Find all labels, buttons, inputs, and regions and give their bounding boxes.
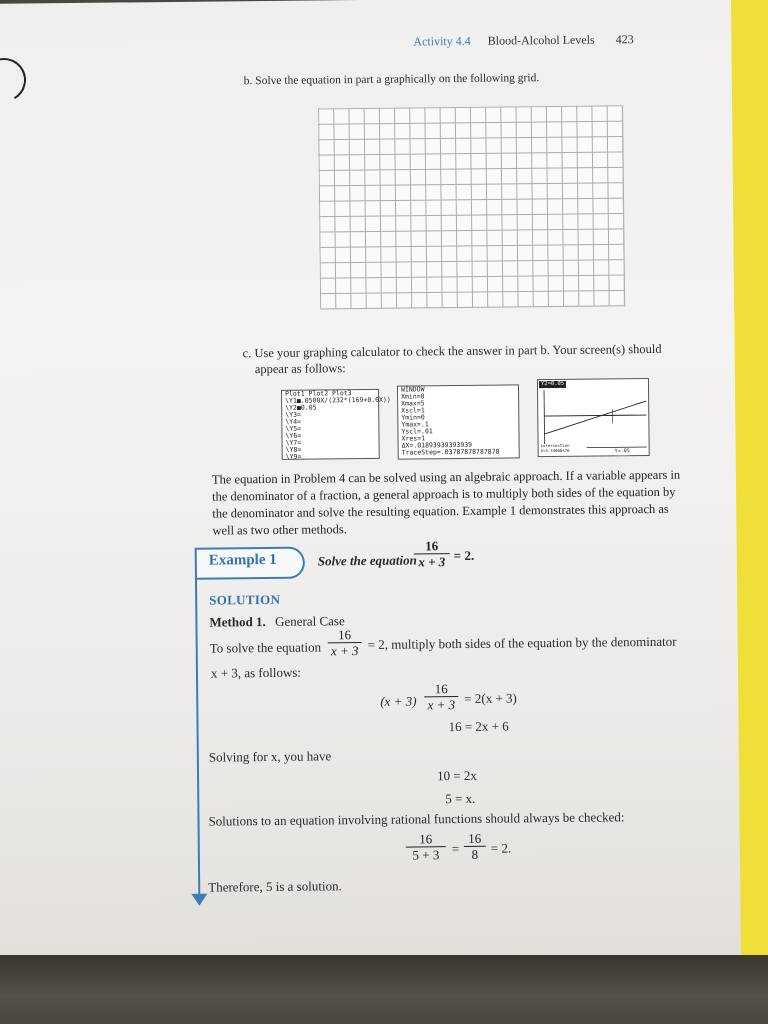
check-result: = 2. xyxy=(490,840,512,856)
calc-window-line: Ymin=0 xyxy=(401,413,425,422)
section-title: Blood-Alcohol Levels xyxy=(487,32,595,48)
method-line xyxy=(209,613,344,630)
equation4: 5 = x. xyxy=(445,790,476,807)
example-fraction-denominator: x + 3 xyxy=(414,553,450,569)
calc-window-line: Xscl=1 xyxy=(401,406,425,415)
calc-y-line: \Y9= xyxy=(285,452,302,461)
calc-window-line: WINDOW xyxy=(400,385,425,394)
check-denominator-2: 8 xyxy=(464,846,486,862)
to-solve-denominator: x + 3 xyxy=(328,642,362,658)
graph-curve-y1 xyxy=(544,401,646,434)
calculator-window-screen xyxy=(397,384,520,459)
to-solve-text: To solve the equation xyxy=(209,639,322,656)
calc-y-line: \Y4= xyxy=(285,417,302,426)
calc-y-line: \Y5= xyxy=(285,424,302,433)
solution-heading: SOLUTION xyxy=(209,591,281,608)
equation1-left: (x + 3) xyxy=(380,693,417,709)
example-rhs: = 2. xyxy=(453,547,475,564)
check-numerator-2: 16 xyxy=(468,830,482,846)
graph-y-axis xyxy=(544,390,545,448)
desk-surface xyxy=(0,955,768,1024)
activity-number: Activity 4.4 xyxy=(413,33,471,49)
example-label: Example 1 xyxy=(208,551,277,569)
example-side-rule xyxy=(195,576,200,898)
equation1-numerator: 16 xyxy=(434,681,448,697)
calc-window-line: Xmax=5 xyxy=(401,399,425,408)
part-c-line2: appear as follows: xyxy=(254,361,346,377)
calc-window-line: Xres=1 xyxy=(401,434,426,443)
graph-y-value: Y=.05 xyxy=(614,448,630,455)
graph-intersection-label: Intersection X=3.34666476 xyxy=(541,444,587,453)
example-fraction-numerator: 16 xyxy=(425,538,439,554)
equation1-fraction xyxy=(424,681,458,712)
method-name: General Case xyxy=(274,613,345,629)
to-solve-rest: = 2, multiply both sides of the equation by the denominator xyxy=(367,633,677,652)
to-solve-numerator: 16 xyxy=(337,627,352,643)
calc-y-line: \Y6= xyxy=(285,431,302,440)
calc-window-line: ΔX=.01893939393939 xyxy=(401,440,473,450)
example-prompt: Solve the equation xyxy=(317,552,417,569)
check-equals: = xyxy=(451,841,460,857)
check-fraction-1 xyxy=(406,831,446,862)
down-arrow-icon xyxy=(191,894,207,906)
graph-top-label: Y2=0.05 xyxy=(539,381,566,388)
check-numerator-1: 16 xyxy=(419,831,433,847)
calc-y-line: \Y1■.0500X/(232*(169+0.6X)) xyxy=(285,395,391,405)
graph-line-y2 xyxy=(544,415,646,416)
calculator-graph-screen xyxy=(537,378,650,457)
graph-grid xyxy=(318,105,625,309)
page-header xyxy=(413,32,633,49)
calc-window-line: TraceStep=.03787878787878 xyxy=(401,447,500,457)
calc-window-line: Xmin=0 xyxy=(401,392,425,401)
calculator-y-editor-screen xyxy=(281,389,391,461)
as-follows-text: x + 3, as follows: xyxy=(210,664,302,681)
method-number: Method 1. xyxy=(209,614,266,630)
calc-window-line: Yscl=.01 xyxy=(401,427,433,436)
part-b-instruction: b. Solve the equation in part a graphically on the following grid. xyxy=(243,72,540,88)
calc-y-line: Plot1 Plot2 Plot3 xyxy=(285,389,352,398)
example-fraction xyxy=(414,538,450,569)
to-solve-fraction xyxy=(327,627,361,658)
equation2: 16 = 2x + 6 xyxy=(448,718,509,735)
intro-paragraph: The equation in Problem 4 can be solved using an algebraic approach. If a variable appears in the denominator of a fraction, a general approach is to multiply both sides of the equation by the denominator and solve the resulting equation. Example 1 demonstrates this approach as well as two other methods. xyxy=(211,467,681,538)
equation3: 10 = 2x xyxy=(436,767,477,784)
equation1-right: = 2(x + 3) xyxy=(464,690,517,706)
page-number: 423 xyxy=(615,32,634,47)
check-fraction-2 xyxy=(464,831,486,862)
calc-y-line: \Y2■0.05 xyxy=(285,403,317,412)
check-denominator-1: 5 + 3 xyxy=(406,846,446,862)
conclusion-text: Therefore, 5 is a solution. xyxy=(208,878,342,895)
calc-y-line: \Y8= xyxy=(285,445,302,454)
calc-window-line: Ymax=.1 xyxy=(401,420,429,429)
calc-y-line: \Y3= xyxy=(285,410,301,419)
calc-y-line: \Y7= xyxy=(285,438,302,447)
solving-for-text: Solving for x, you have xyxy=(208,748,332,765)
part-c-line1: c. Use your graphing calculator to check the answer in part b. Your screen(s) should xyxy=(242,341,662,361)
check-text: Solutions to an equation involving rational functions should always be checked: xyxy=(208,809,625,829)
equation1-denominator: x + 3 xyxy=(424,696,458,712)
